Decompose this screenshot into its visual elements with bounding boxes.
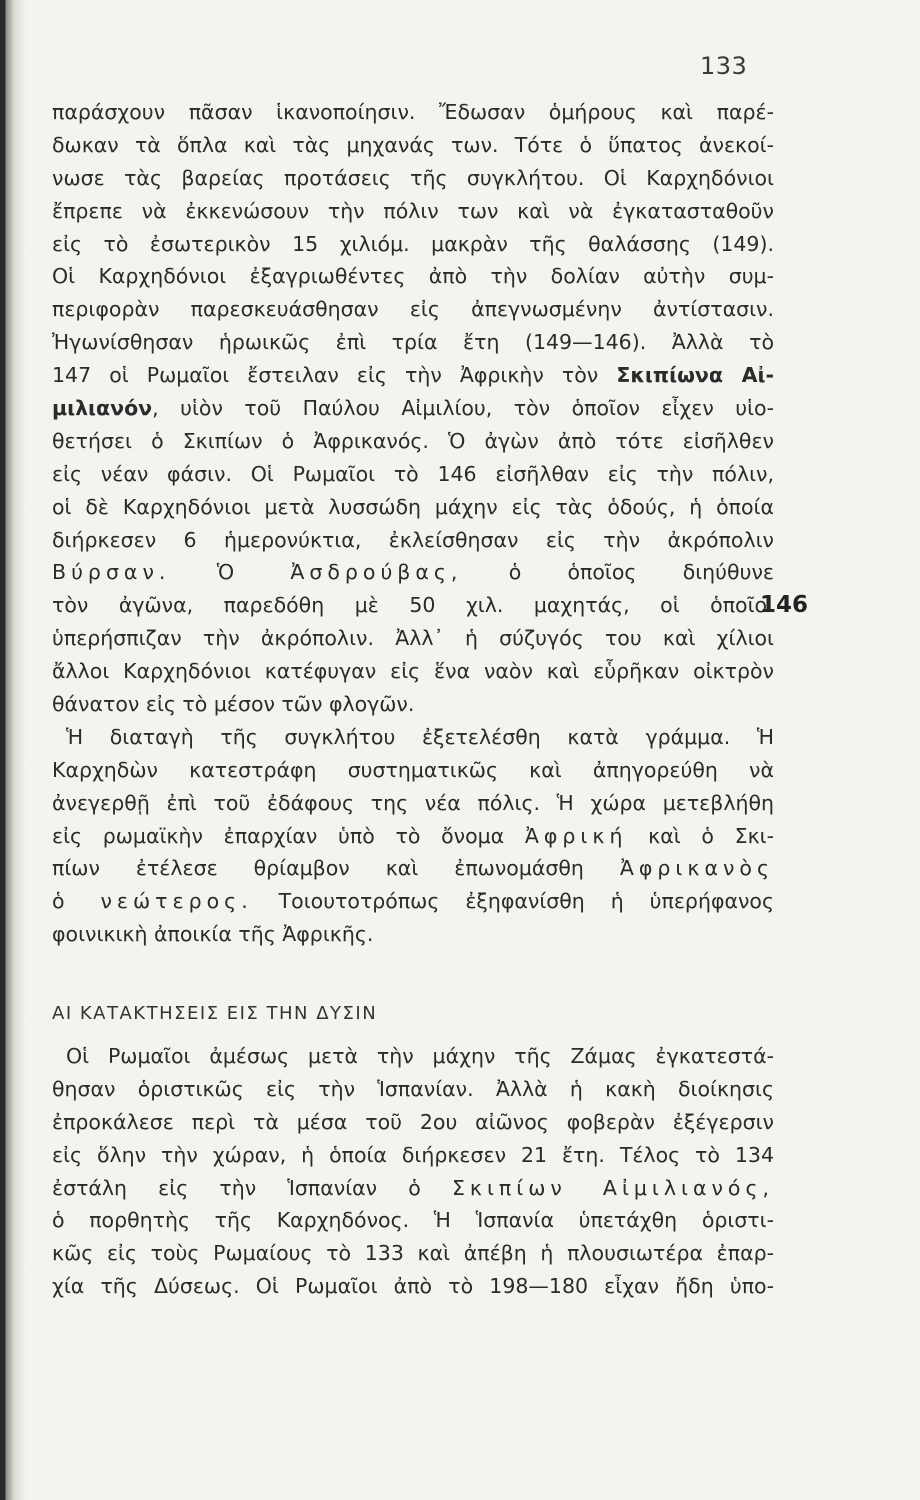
text-line: ὁ πορθητὴς τῆς Καρχηδόνος. Ἡ Ἱσπανία ὑπετάχθη ὁριστι-: [52, 1208, 774, 1233]
spaced-name-scipio-aemilianus: Σκιπίων Αἰμιλιανός,: [451, 1175, 774, 1200]
section-text-block: [52, 1040, 774, 1303]
text-fragment: Τοιουτοτρόπως ἐξηφανίσθη ἡ ὑπερήφανος: [252, 889, 774, 914]
text-line: περιφορὰν παρεσκευάσθησαν εἰς ἀπεγνωσμένην ἀντίστασιν.: [52, 297, 774, 322]
text-fragment: , υἱὸν τοῦ Παύλου Αἰμιλίου, τὸν ὁποῖον εἶχεν υἱο-: [152, 396, 774, 421]
text-line: Οἱ Καρχηδόνιοι ἐξαγριωθέντες ἀπὸ τὴν δολίαν αὐτὴν συμ-: [52, 264, 774, 289]
text-line: εἰς νέαν φάσιν. Οἱ Ρωμαῖοι τὸ 146 εἰσῆλθαν εἰς τὴν πόλιν,: [52, 461, 774, 486]
text-line: ἔπρεπε νὰ ἐκκενώσουν τὴν πόλιν των καὶ νὰ ἐγκατασταθοῦν: [52, 198, 774, 223]
text-line: Οἱ Ρωμαῖοι ἀμέσως μετὰ τὴν μάχην τῆς Ζάμας ἐγκατεστά-: [66, 1044, 774, 1068]
spaced-name-hasdrubal: Ὁ Ἀσδρούβας,: [216, 560, 463, 585]
text-line: [52, 852, 774, 885]
section-heading: ΑΙ ΚΑΤΑΚΤΗΣΕΙΣ ΕΙΣ ΤΗΝ ΔΥΣΙΝ: [52, 1003, 378, 1024]
spaced-name-byrsa: Βύρσαν.: [52, 560, 171, 585]
text-line: ἀνεγερθῇ ἐπὶ τοῦ ἐδάφους της νέα πόλις. Ἡ χώρα μετεβλήθη: [52, 790, 774, 815]
text-line: Ἠγωνίσθησαν ἡρωικῶς ἐπὶ τρία ἔτη (149—146). Ἀλλὰ τὸ: [52, 330, 774, 355]
bold-name-aemilianus: μιλιανόν: [52, 396, 153, 421]
text-line: κῶς εἰς τοὺς Ρωμαίους τὸ 133 καὶ ἀπέβη ἡ πλουσιωτέρα ἐπαρ-: [52, 1241, 774, 1266]
text-line: ἐπροκάλεσε περὶ τὰ μέσα τοῦ 2ου αἰῶνος φοβερὰν ἐξέγερσιν: [52, 1109, 774, 1134]
text-line: [52, 1172, 774, 1205]
margin-year-note: 146: [760, 592, 809, 618]
text-line: οἱ δὲ Καρχηδόνιοι μετὰ λυσσώδη μάχην εἰς τὰς ὁδούς, ἡ ὁποία: [52, 494, 774, 519]
text-line: ὑπερήσπιζαν τὴν ἀκρόπολιν. Ἀλλ᾽ ἡ σύζυγός του καὶ χίλιοι: [52, 626, 774, 651]
text-line: φοινικικὴ ἀποικία τῆς Ἀφρικῆς.: [52, 922, 374, 947]
text-line: νωσε τὰς βαρείας προτάσεις τῆς συγκλήτου. Οἱ Καρχηδόνιοι: [52, 165, 774, 190]
text-line: θάνατον εἰς τὸ μέσον τῶν φλογῶν.: [52, 692, 415, 717]
text-line: [52, 885, 774, 918]
text-line: παράσχουν πᾶσαν ἱκανοποίησιν. Ἔδωσαν ὁμήρους καὶ παρέ-: [52, 100, 774, 124]
spaced-name-africa: Ἀφρική: [524, 823, 628, 848]
text-fragment: ἐστάλη εἰς τὴν Ἱσπανίαν ὁ: [52, 1175, 452, 1200]
text-line: διήρκεσεν 6 ἡμερονύκτια, ἐκλείσθησαν εἰς τὴν ἀκρόπολιν: [52, 527, 774, 552]
text-line: Καρχηδὼν κατεστράφη συστηματικῶς καὶ ἀπηγορεύθη νὰ: [52, 757, 774, 782]
text-line: χία τῆς Δύσεως. Οἱ Ρωμαῖοι ἀπὸ τὸ 198—180 εἶχαν ἤδη ὑπο-: [52, 1274, 774, 1299]
bold-name-scipio: Σκιπίωνα Αἰ-: [616, 363, 774, 388]
text-line: εἰς ὅλην τὴν χώραν, ἡ ὁποία διήρκεσεν 21 ἔτη. Τέλος τὸ 134: [52, 1142, 774, 1167]
text-fragment: ὁ ὁποῖος διηύθυνε: [462, 560, 774, 585]
main-text-block: [52, 96, 774, 951]
text-line: [52, 392, 774, 425]
text-fragment: εἰς ρωμαϊκὴν ἐπαρχίαν ὑπὸ τὸ ὄνομα: [52, 823, 525, 848]
text-line: εἰς τὸ ἐσωτερικὸν 15 χιλιόμ. μακρὰν τῆς θαλάσσης (149).: [52, 231, 774, 256]
text-line: [52, 556, 774, 589]
text-line: τὸν ἀγῶνα, παρεδόθη μὲ 50 χιλ. μαχητάς, οἱ ὁποῖοι: [52, 593, 774, 618]
text-line: [52, 359, 774, 392]
text-line: [52, 820, 774, 853]
text-fragment: καὶ ὁ Σκι-: [627, 823, 774, 848]
text-line: Ἡ διαταγὴ τῆς συγκλήτου ἐξετελέσθη κατὰ γράμμα. Ἡ: [66, 724, 774, 749]
text-fragment: πίων ἐτέλεσε θρίαμβον καὶ ἐπωνομάσθη: [52, 856, 620, 881]
book-spine-shadow: [0, 0, 26, 1500]
text-line: θετήσει ὁ Σκιπίων ὁ Ἀφρικανός. Ὁ ἀγὼν ἀπὸ τότε εἰσῆλθεν: [52, 428, 774, 453]
text-line: δωκαν τὰ ὅπλα καὶ τὰς μηχανάς των. Τότε ὁ ὕπατος ἀνεκοί-: [52, 132, 774, 157]
text-line: ἄλλοι Καρχηδόνιοι κατέφυγαν εἰς ἕνα ναὸν καὶ εὗρῆκαν οἰκτρὸν: [52, 659, 774, 684]
spaced-name-africanus: Ἀφρικανὸς: [619, 856, 774, 881]
page-number: 133: [700, 52, 748, 80]
text-line: θησαν ὁριστικῶς εἰς τὴν Ἱσπανίαν. Ἀλλὰ ἡ κακὴ διοίκησις: [52, 1076, 774, 1101]
text-fragment: 147 οἱ Ρωμαῖοι ἔστειλαν εἰς τὴν Ἀφρικὴν τὸν: [52, 363, 617, 388]
spaced-name-younger: ὁ νεώτερος.: [52, 889, 253, 914]
